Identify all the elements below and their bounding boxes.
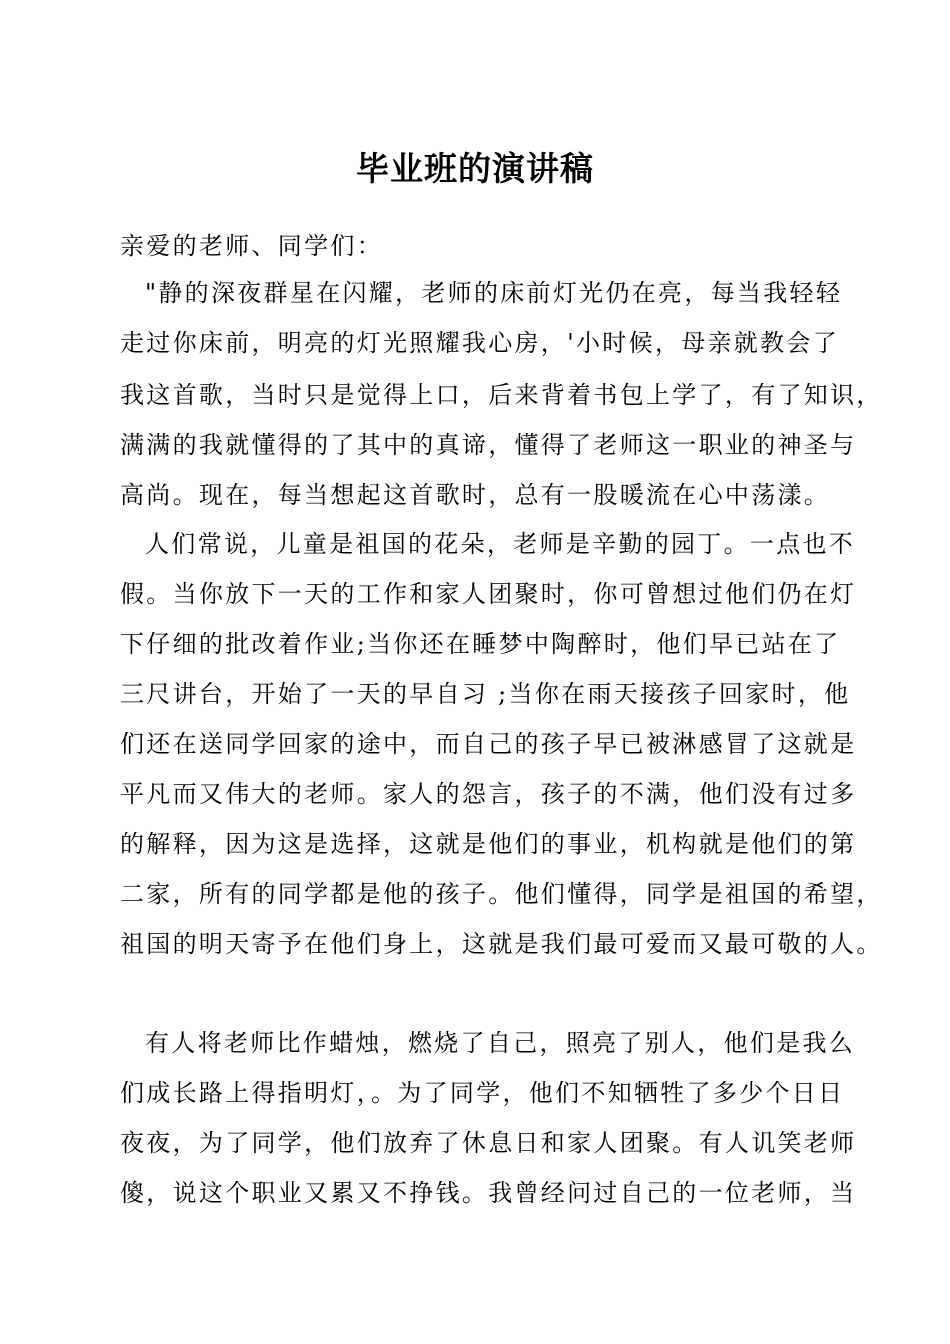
paragraph-2-line-8: 二家，所有的同学都是他的孩子。他们懂得，同学是祖国的希望， (120, 880, 883, 908)
paragraph-2-line-4: 三尺讲台，开始了一天的早自习 ;当你在雨天接孩子回家时，他 (120, 680, 851, 708)
paragraph-1-line-4: 满满的我就懂得的了其中的真谛，懂得了老师这一职业的神圣与 (120, 431, 857, 459)
paragraph-1-line-3: 我这首歌，当时只是觉得上口，后来背着书包上学了，有了知识， (120, 381, 883, 409)
paragraph-3-line-1: 有人将老师比作蜡烛，燃烧了自己，照亮了别人，他们是我么 (145, 1029, 856, 1057)
paragraph-2-line-3: 下仔细的批改着作业;当你还在睡梦中陶醉时，他们早已站在了 (120, 630, 841, 658)
paragraph-2-line-2: 假。当你放下一天的工作和家人团聚时，你可曾想过他们仍在灯 (120, 580, 857, 608)
paragraph-3-line-4: 傻，说这个职业又累又不挣钱。我曾经问过自己的一位老师，当 (120, 1179, 857, 1207)
paragraph-1-line-2: 走过你床前，明亮的灯光照耀我心房，'小时候，母亲就教会了 (120, 329, 839, 357)
paragraph-1-line-1: "静的深夜群星在闪耀，老师的床前灯光仍在亮，每当我轻轻 (145, 279, 843, 307)
paragraph-2-line-7: 的解释，因为这是选择，这就是他们的事业，机构就是他们的第 (120, 830, 857, 858)
paragraph-2-line-9: 祖国的明天寄予在他们身上，这就是我们最可爱而又最可敬的人。 (120, 930, 883, 958)
paragraph-2-line-6: 平凡而又伟大的老师。家人的怨言，孩子的不满，他们没有过多 (120, 780, 857, 808)
paragraph-3-line-2: 们成长路上得指明灯，。为了同学，他们不知牺牲了多少个日日 (120, 1079, 845, 1107)
paragraph-3-line-3: 夜夜，为了同学，他们放弃了休息日和家人团聚。有人讥笑老师 (120, 1129, 857, 1157)
document-title: 毕业班的演讲稿 (356, 149, 594, 188)
salutation-line: 亲爱的老师、同学们： (120, 232, 383, 260)
paragraph-2-line-1: 人们常说，儿童是祖国的花朵，老师是辛勤的园丁。一点也不 (145, 530, 856, 558)
paragraph-1-line-5: 高尚。现在，每当想起这首歌时，总有一股暖流在心中荡漾。 (120, 481, 831, 509)
paragraph-2-line-5: 们还在送同学回家的途中，而自己的孩子早已被淋感冒了这就是 (120, 730, 857, 758)
